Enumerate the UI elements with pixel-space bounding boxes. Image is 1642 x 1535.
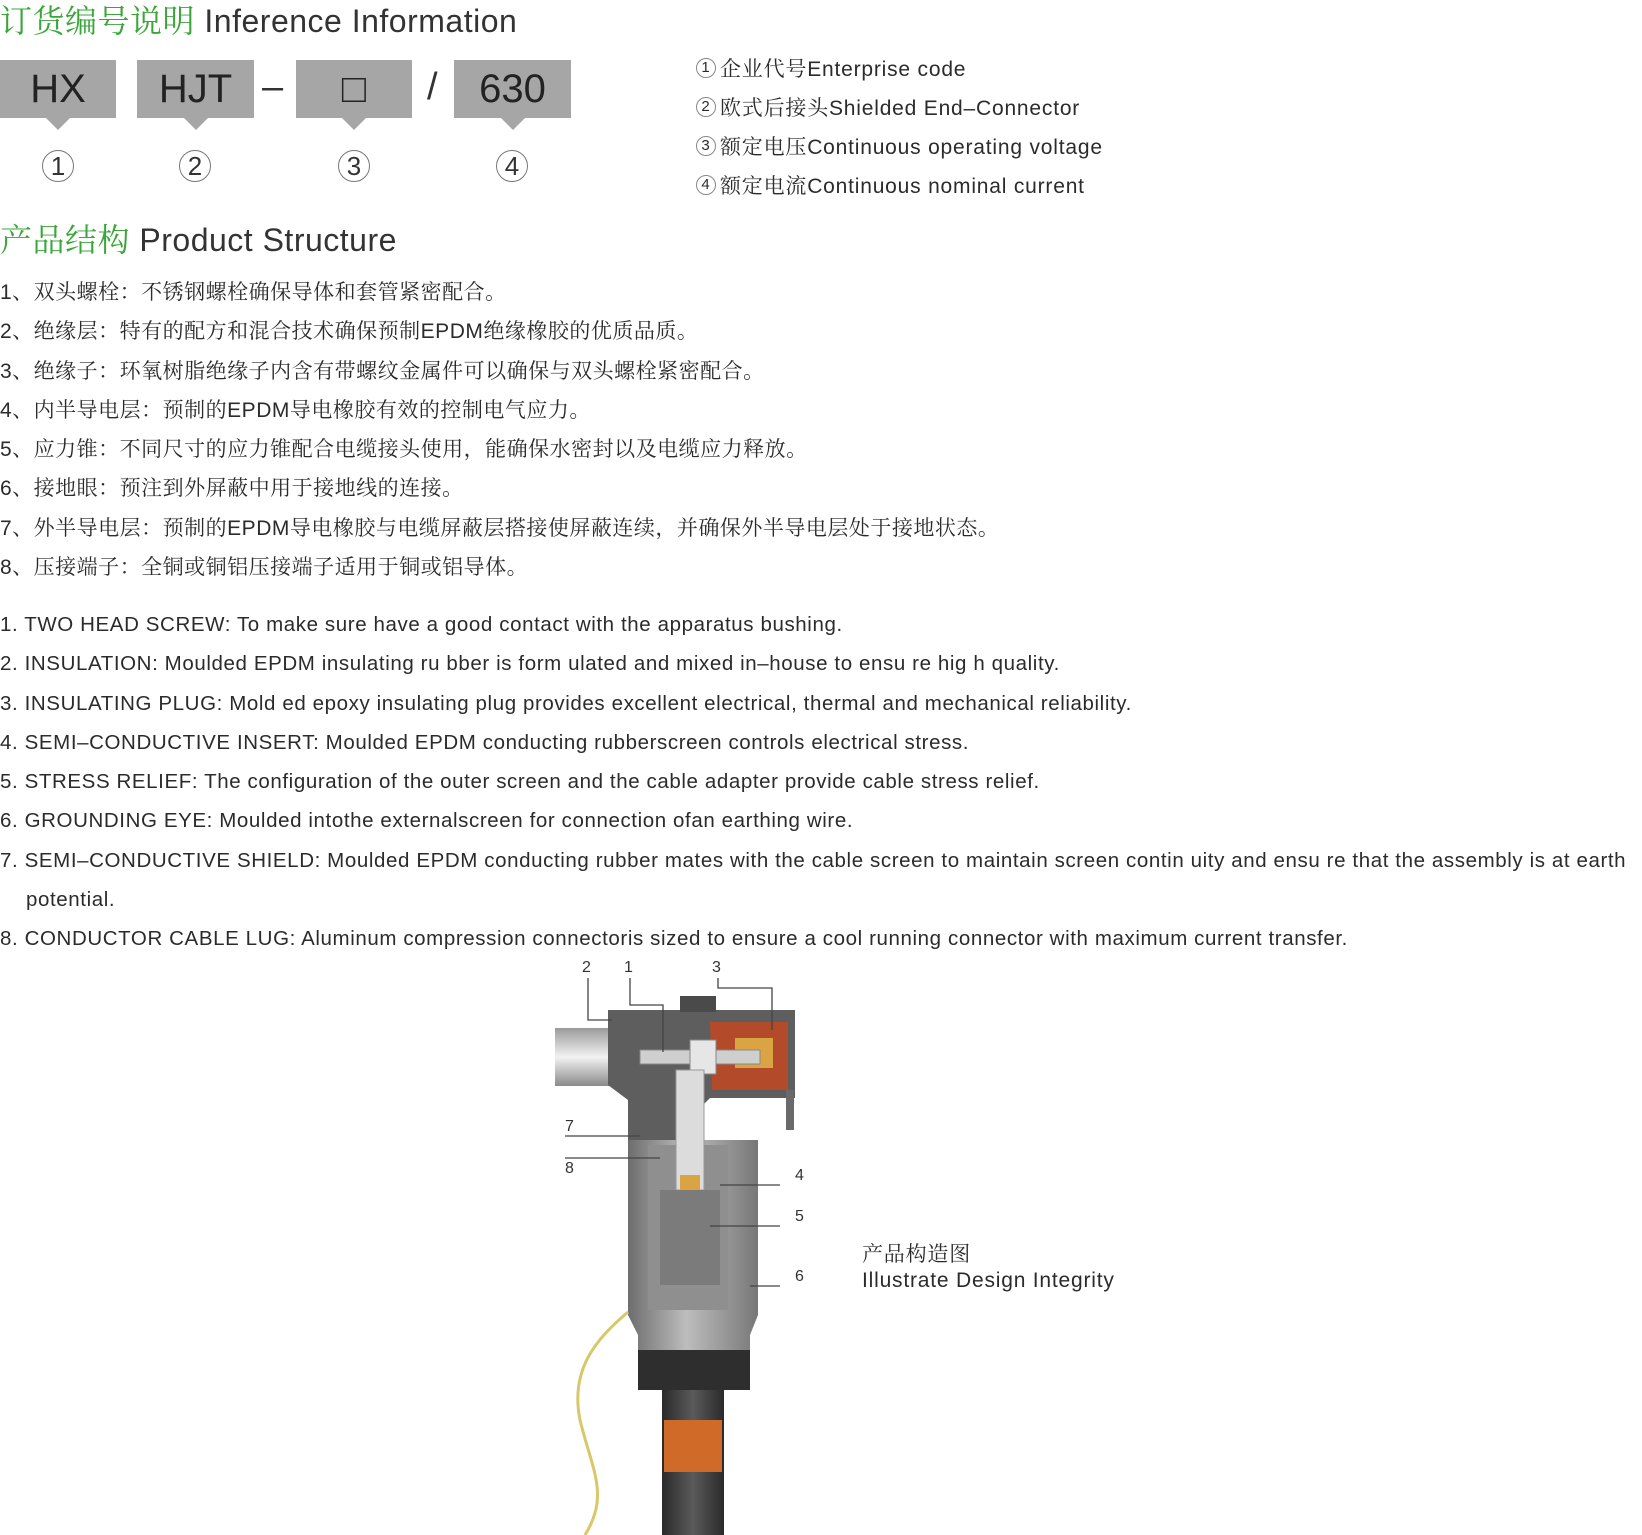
housing-cap	[680, 996, 716, 1012]
callout-label-5: 5	[795, 1208, 804, 1225]
legend-number: 1	[696, 58, 716, 78]
structure-list-en	[0, 605, 1642, 959]
legend-number: 2	[696, 97, 716, 117]
list-item: 8. CONDUCTOR CABLE LUG: Aluminum compression connectoris sized to ensure a cool running connector with maximum current transfer.	[0, 927, 1348, 951]
code-part-4: 630	[479, 66, 546, 111]
list-item: 5. STRESS RELIEF: The configuration of the outer screen and the cable adapter provide cable stress relief.	[0, 770, 1040, 794]
cable-lug	[676, 1070, 704, 1190]
code-box-connector	[137, 60, 254, 118]
callout-label-3: 3	[712, 959, 721, 976]
circle-number-4: 4	[496, 150, 528, 182]
code-box-voltage	[296, 60, 412, 118]
list-item: 6. GROUNDING EYE: Moulded intothe externalscreen for connection ofan earthing wire.	[0, 809, 854, 833]
inference-title-zh: 订货编号说明	[0, 3, 196, 39]
cable-screen-tape	[664, 1420, 722, 1472]
list-item: 7. SEMI–CONDUCTIVE SHIELD: Moulded EPDM conducting rubber mates with the cable screen to maintain screen contin uity and ensu re that the assembly is at earth potential.	[0, 848, 1627, 912]
housing-side-strip	[786, 1090, 794, 1130]
legend-item	[696, 87, 1103, 126]
list-item: 2. INSULATION: Moulded EPDM insulating ru bber is form ulated and mixed in–house to ensu re hig h quality.	[0, 652, 1060, 676]
connector-diagram	[540, 950, 840, 1535]
list-item: 1. TWO HEAD SCREW: To make sure have a good contact with the apparatus bushing.	[0, 613, 843, 636]
legend-text: 额定电压Continuous operating voltage	[720, 135, 1103, 159]
circle-number-3: 3	[338, 150, 370, 182]
list-item: 4、内半导电层：预制的EPDM导电橡胶有效的控制电气应力。	[0, 398, 591, 422]
cable-adapter	[638, 1350, 750, 1390]
callout-label-7: 7	[565, 1118, 574, 1135]
inference-title	[0, 0, 517, 42]
diagram-caption-zh: 产品构造图	[862, 1243, 971, 1266]
list-item: 6、接地眼：预注到外屏蔽中用于接地线的连接。	[0, 477, 464, 501]
code-part-2: HJT	[158, 66, 233, 111]
code-part-1: HX	[30, 66, 86, 111]
code-box-enterprise	[0, 60, 116, 118]
callout-label-1: 1	[624, 959, 633, 976]
callout-label-6: 6	[795, 1268, 804, 1285]
circle-number-1: 1	[42, 150, 74, 182]
legend-item	[696, 126, 1103, 165]
code-separator-dash: –	[262, 66, 284, 108]
code-separator-slash: /	[427, 66, 438, 108]
callout-label-2: 2	[582, 959, 591, 976]
list-item: 7、外半导电层：预制的EPDM导电橡胶与电缆屏蔽层搭接使屏蔽连续，并确保外半导电层处于接地状态。	[0, 516, 1000, 540]
earthing-wire	[578, 1312, 628, 1535]
list-item: 5、应力锥：不同尺寸的应力锥配合电缆接头使用，能确保水密封以及电缆应力释放。	[0, 438, 808, 462]
list-item: 2、绝缘层：特有的配方和混合技术确保预制EPDM绝缘橡胶的优质品质。	[0, 320, 699, 344]
legend-number: 3	[696, 136, 716, 156]
legend-text: 企业代号Enterprise code	[720, 57, 967, 81]
structure-title	[0, 215, 397, 261]
stress-cone	[660, 1190, 720, 1285]
legend-text: 额定电流Continuous nominal current	[720, 174, 1085, 198]
legend-item	[696, 165, 1103, 204]
inference-title-en: Inference Information	[204, 3, 518, 39]
code-legend	[696, 48, 1103, 204]
legend-item	[696, 48, 1103, 87]
screw-nut	[690, 1040, 716, 1074]
list-item: 4. SEMI–CONDUCTIVE INSERT: Moulded EPDM conducting rubberscreen controls electrical stress.	[0, 730, 970, 754]
legend-text: 欧式后接头Shielded End–Connector	[720, 96, 1081, 120]
list-item: 1、双头螺栓：不锈钢螺栓确保导体和套管紧密配合。	[0, 281, 507, 304]
list-item: 8、压接端子：全铜或铜铝压接端子适用于铜或铝导体。	[0, 556, 529, 580]
structure-title-zh: 产品结构	[0, 222, 131, 258]
structure-list-zh	[0, 273, 999, 587]
callout-label-8: 8	[565, 1160, 574, 1177]
structure-title-en: Product Structure	[139, 222, 397, 258]
code-part-3: □	[341, 66, 367, 111]
list-item: 3. INSULATING PLUG: Mold ed epoxy insulating plug provides excellent electrical, thermal and mechanical reliability.	[0, 691, 1132, 715]
list-item: 3、绝缘子：环氧树脂绝缘子内含有带螺纹金属件可以确保与双头螺栓紧密配合。	[0, 359, 765, 383]
code-box-current	[454, 60, 571, 118]
legend-number: 4	[696, 175, 716, 195]
diagram-caption-en: Illustrate Design Integrity	[862, 1269, 1115, 1292]
callout-label-4: 4	[795, 1167, 804, 1184]
circle-number-2: 2	[179, 150, 211, 182]
diagram-caption	[862, 1242, 1115, 1294]
